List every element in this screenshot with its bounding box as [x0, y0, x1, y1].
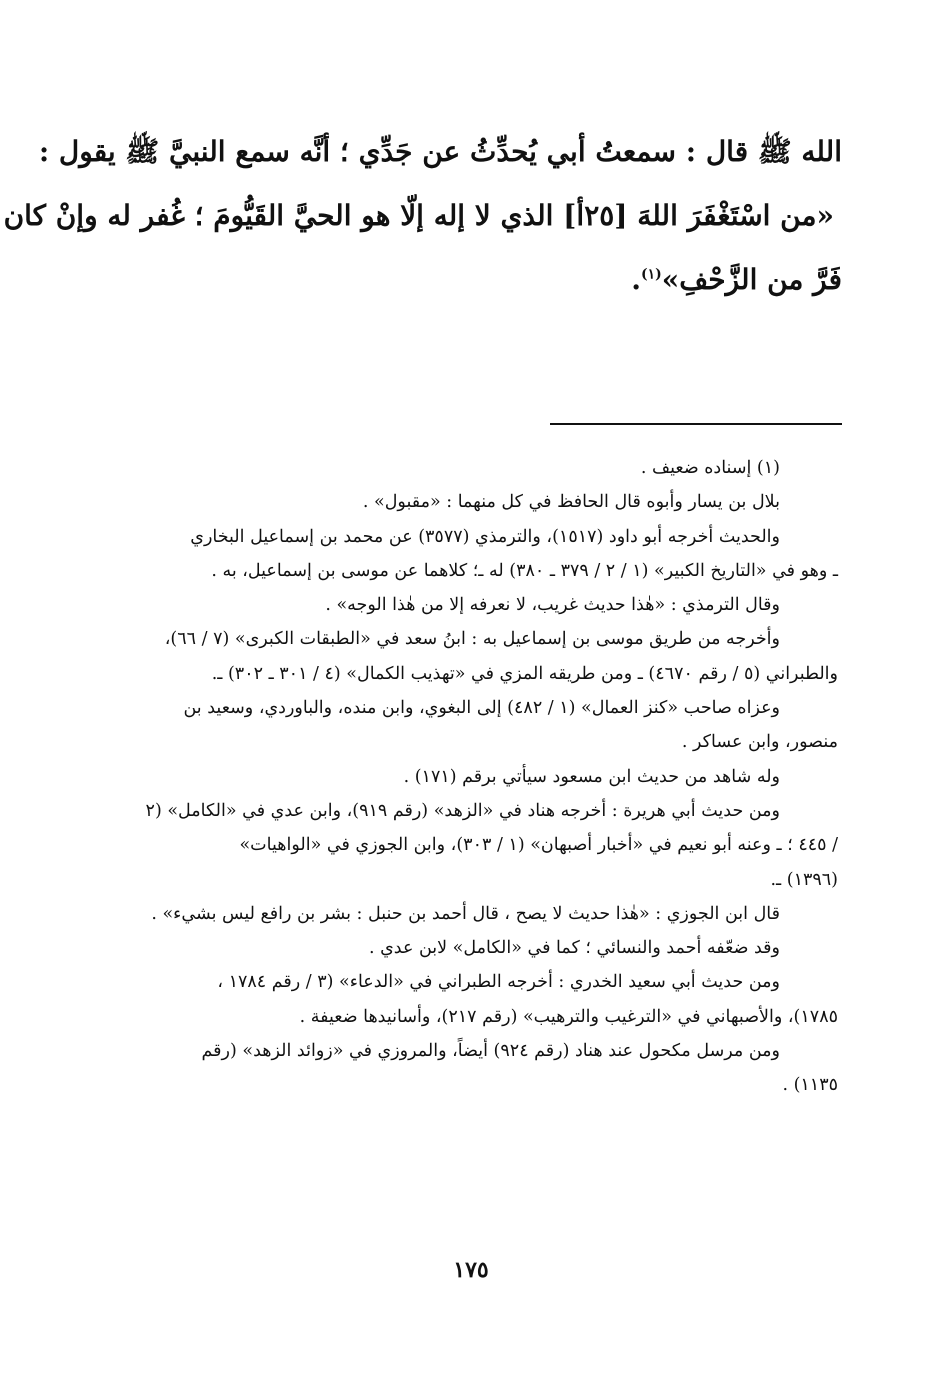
footnote-line: ١٧٨٥)، والأصبهاني في «الترغيب والترهيب» (رقم ٢١٧)، وأسانيدها ضعيفة .	[299, 1006, 838, 1027]
footnote-line: ـ وهو في «التاريخ الكبير» (١ / ٢ / ٣٧٩ ـ ٣٨٠) له ـ؛ كلاهما عن موسى بن إسماعيل، به .	[211, 560, 838, 581]
footnote-line: وعزاه صاحب «كنز العمال» (١ / ٤٨٢) إلى البغوي، وابن منده، والباوردي، وسعيد بن	[183, 698, 780, 719]
footnotes	[104, 451, 838, 1103]
page-number: ١٧٥	[453, 1257, 489, 1283]
footnote-line: ومن حديث أبي هريرة : أخرجه هناد في «الزهد» (رقم ٩١٩)، وابن عدي في «الكامل» (٢	[145, 800, 780, 821]
footnote-line: والحديث أخرجه أبو داود (١٥١٧)، والترمذي (٣٥٧٧) عن محمد بن إسماعيل البخاري	[190, 526, 780, 547]
footnote-line: بلال بن يسار وأبوه قال الحافظ في كل منهما : «مقبول» .	[362, 492, 780, 513]
footnote-line: (١) إسناده ضعيف .	[640, 458, 780, 478]
main-text-line: «من اسْتَغْفَرَ اللهَ [٢٥أ] الذي لا إله إلّا هو الحيَّ القَيُّومَ ؛ غُفر له وإنْ كان	[3, 199, 834, 232]
footnote-line: وله شاهد من حديث ابن مسعود سيأتي برقم (١٧١) .	[403, 766, 780, 787]
footnote-line: ١١٣٥) .	[782, 1075, 838, 1096]
footnote-line: / ٤٤٥ ؛ ـ وعنه أبو نعيم في «أخبار أصبهان» (١ / ٣٠٣)، وابن الجوزي في «الواهيات»	[239, 835, 838, 856]
footnote-line: والطبراني (٥ / رقم ٤٦٧٠) ـ ومن طريقه المزي في «تهذيب الكمال» (٤ / ٣٠١ ـ ٣٠٢) ـ.	[211, 663, 838, 684]
main-text-line: الله ﷺ قال : سمعتُ أبي يُحدِّثُ عن جَدِّي ؛ أنَّه سمع النبيَّ ﷺ يقول :	[38, 135, 842, 168]
footnote-line: وأخرجه من طريق موسى بن إسماعيل به : ابنُ سعد في «الطبقات الكبرى» (٧ / ٦٦)،	[164, 629, 780, 650]
footnote-line: وقد ضعّفه أحمد والنسائي ؛ كما في «الكامل» لابن عدي .	[368, 938, 780, 959]
footnote-line: ومن حديث أبي سعيد الخدري : أخرجه الطبراني في «الدعاء» (٣ / رقم ١٧٨٤ ،	[217, 972, 780, 993]
footnote-separator	[550, 423, 842, 425]
footnote-reference: (١)	[641, 266, 662, 283]
main-text	[3, 120, 842, 312]
main-text-fragment: فَرَّ من الزَّحْفِ»	[661, 263, 842, 296]
footnote-line: وقال الترمذي : «هٰذا حديث غريب، لا نعرفه إلا من هٰذا الوجه» .	[325, 595, 780, 616]
main-text-line	[100, 248, 842, 312]
footnote-line: ومن مرسل مكحول عند هناد (رقم ٩٢٤) أيضاً، والمروزي في «زوائد الزهد» (رقم	[201, 1041, 780, 1062]
footnote-line: منصور، وابن عساكر .	[681, 732, 838, 753]
main-text-fragment: .	[631, 263, 642, 296]
footnote-line: (١٣٩٦) ـ.	[770, 869, 838, 890]
footnote-line: قال ابن الجوزي : «هٰذا حديث لا يصح ، قال أحمد بن حنبل : بشر بن رافع ليس بشيء» .	[151, 903, 780, 924]
